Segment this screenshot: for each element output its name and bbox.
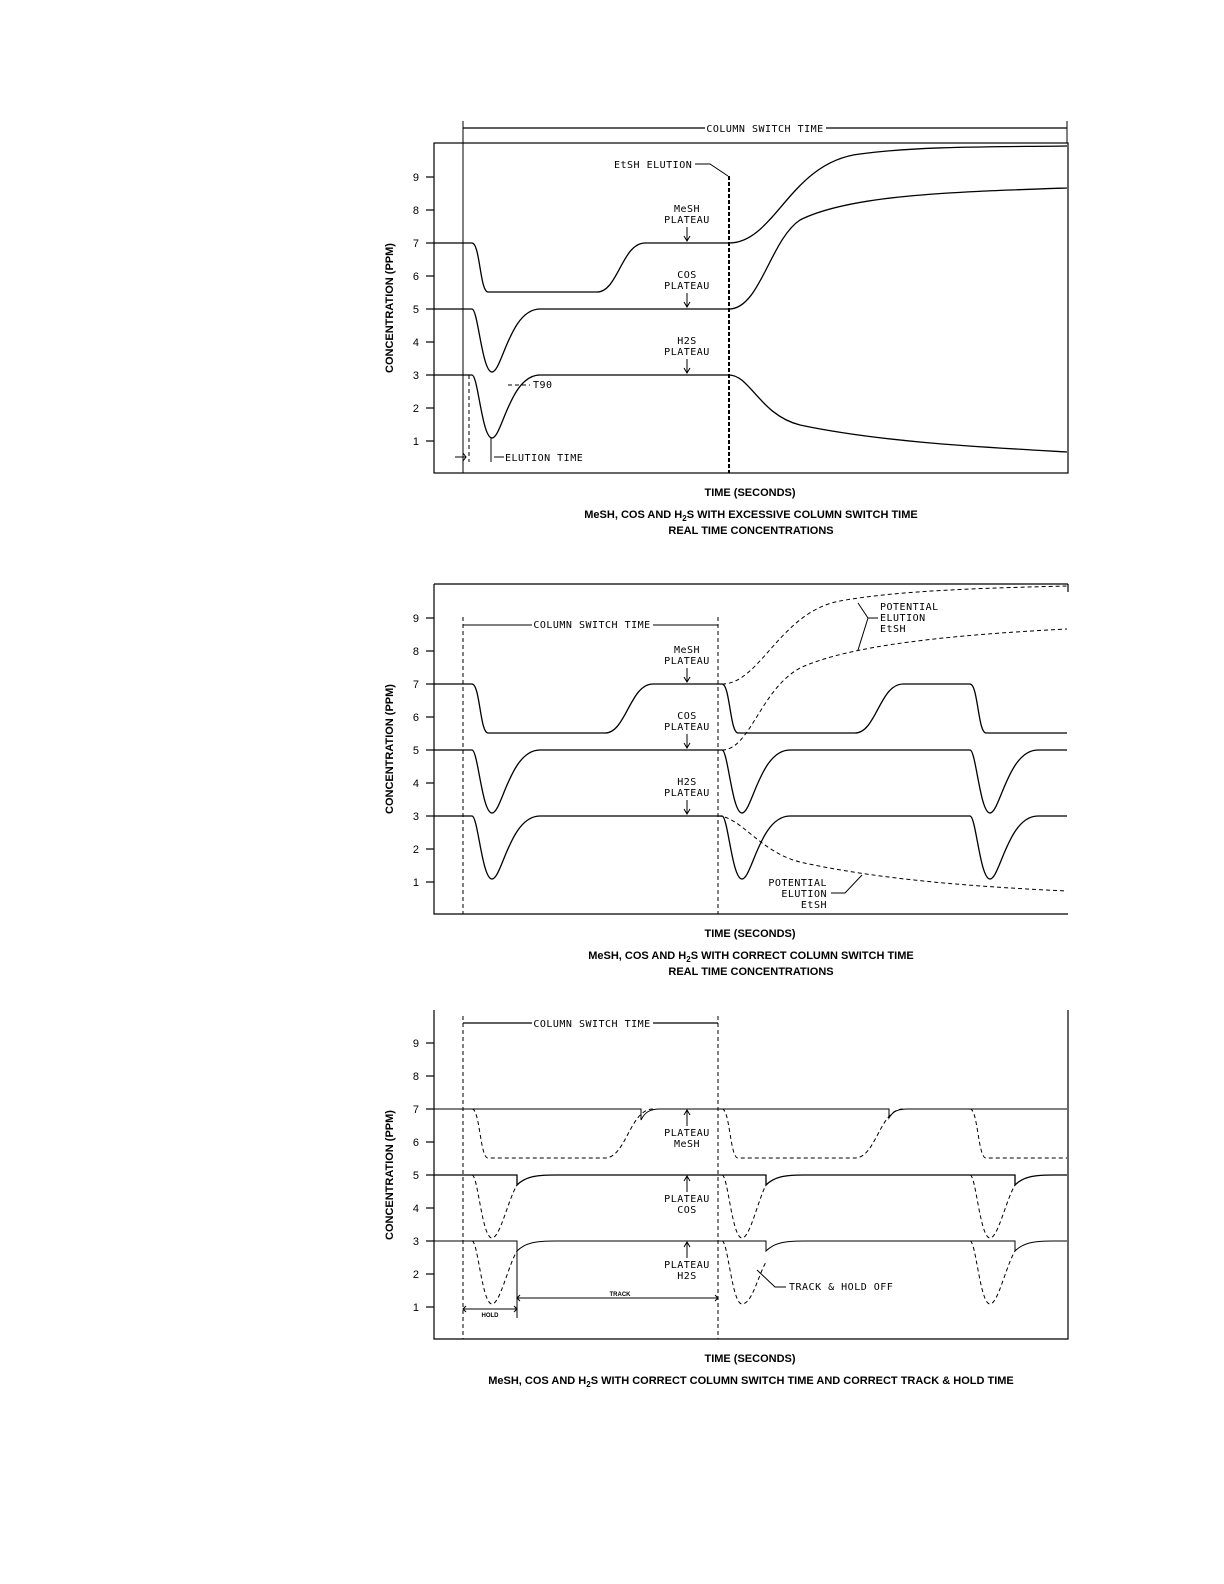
panel-3-mesh-realtime (472, 1109, 1067, 1158)
panel-1-ytick-label: 8 (412, 205, 419, 217)
panel-3-cos-plateau-l2: COS (677, 1205, 697, 1216)
panel-1-ytick-label: 5 (412, 304, 419, 316)
panel-1-cos-plateau-l1: COS (677, 270, 697, 281)
panel-1-h2s-curve (434, 375, 1067, 452)
panel-1-mesh-curve (434, 146, 1067, 292)
panel-1-ylabel: CONCENTRATION (PPM) (384, 243, 396, 373)
panel-3-h2s-plateau-l2: H2S (677, 1271, 697, 1282)
panel-3-h2s-plateau-l1: PLATEAU (664, 1260, 710, 1271)
panel-2-potential-bottom-l1: POTENTIAL (768, 878, 827, 889)
panel-1-ytick-label: 9 (412, 172, 419, 184)
panel-1-ytick-label: 4 (412, 337, 419, 349)
panel-3-yticks (413, 1038, 434, 1314)
panel-3-track-label: TRACK (609, 1292, 631, 1298)
panel-2-ytick-label: 2 (412, 844, 419, 856)
panel-1-cos-curve (434, 188, 1067, 372)
panel-2-potential-etsh-top-b (722, 629, 1067, 750)
panel-1-yticks (413, 172, 434, 448)
panel-1-elution-time-label: ELUTION TIME (505, 453, 584, 464)
panel-3-ytick-label: 1 (412, 1302, 419, 1314)
panel-2-ytick-label: 4 (412, 778, 419, 790)
panel-2-h2s-curve (434, 816, 1067, 879)
panel-2-ytick-label: 7 (412, 679, 419, 691)
panel-1-etsh-elution-label: EtSH ELUTION (614, 160, 693, 171)
panel-1-caption: MeSH, COS AND $H_2S$ WITH EXCESSIVE COLUMN SWITCH TIME (584, 509, 918, 523)
panel-2-ytick-label: 6 (412, 712, 419, 724)
panel-3-ytick-label: 9 (412, 1038, 419, 1050)
panel-3-ytick-label: 2 (412, 1269, 419, 1281)
panel-3-mesh-plateau-l2: MeSH (673, 1139, 701, 1150)
panel-3-ytick-label: 7 (412, 1104, 419, 1116)
panel-3-ytick-label: 5 (412, 1170, 419, 1182)
panel-1-h2s-plateau-l2: PLATEAU (664, 347, 710, 358)
panel-2-yticks (413, 613, 434, 889)
panel-1-frame (434, 143, 1068, 473)
panel-2-caption: MeSH, COS AND $H_2S$ WITH CORRECT COLUMN SWITCH TIME (588, 950, 914, 964)
panel-3-ytick-label: 3 (412, 1236, 419, 1248)
panel-3-cos-realtime (472, 1175, 1015, 1238)
panel-3-caption: MeSH, COS AND $H_2S$ WITH CORRECT COLUMN SWITCH TIME AND CORRECT TRACK & HOLD TIME (488, 1375, 1014, 1389)
panel-2-column-switch-label: COLUMN SWITCH TIME (533, 620, 651, 631)
panel-2-ytick-label: 5 (412, 745, 419, 757)
panel-2-ytick-label: 1 (412, 877, 419, 889)
panel-2-potential-bottom-l2: ELUTION (781, 889, 827, 900)
panel-2 (384, 584, 1068, 978)
panel-3-column-switch-label: COLUMN SWITCH TIME (533, 1019, 651, 1030)
panel-2-potential-top-l3: EtSH (880, 624, 907, 635)
panel-2-mesh-plateau-l2: PLATEAU (664, 656, 710, 667)
panel-2-potential-bottom-l3: EtSH (800, 900, 827, 911)
panel-1-caption-2: REAL TIME CONCENTRATIONS (668, 525, 834, 537)
panel-1-cos-plateau-l2: PLATEAU (664, 281, 710, 292)
panel-3-xlabel: TIME (SECONDS) (704, 1353, 796, 1365)
panel-1-ytick-label: 6 (412, 271, 419, 283)
panel-1-column-switch-label: COLUMN SWITCH TIME (706, 124, 824, 135)
panel-2-mesh-curve (434, 684, 1067, 733)
panel-2-ytick-label: 8 (412, 646, 419, 658)
panel-2-caption-2: REAL TIME CONCENTRATIONS (668, 966, 834, 978)
panel-1-ytick-label: 3 (412, 370, 419, 382)
panel-2-ytick-label: 3 (412, 811, 419, 823)
panel-2-cos-curve (434, 750, 1067, 813)
panel-1-mesh-plateau-l2: PLATEAU (664, 215, 710, 226)
panel-1-mesh-plateau-l1: MeSH (673, 204, 701, 215)
panel-3-mesh-plateau-l1: PLATEAU (664, 1128, 710, 1139)
panel-2-h2s-plateau-l1: H2S (677, 777, 697, 788)
panel-3-ytick-label: 4 (412, 1203, 419, 1215)
panel-3-track-hold-off-label: TRACK & HOLD OFF (789, 1282, 894, 1293)
panel-2-xlabel: TIME (SECONDS) (704, 928, 796, 940)
panel-1-h2s-plateau-l1: H2S (677, 336, 697, 347)
panel-2-potential-top-l1: POTENTIAL (880, 602, 939, 613)
panel-2-mesh-plateau-l1: MeSH (673, 645, 701, 656)
panel-1-ytick-label: 7 (412, 238, 419, 250)
panel-3 (384, 1010, 1068, 1389)
panel-3-cos-plateau-l1: PLATEAU (664, 1194, 710, 1205)
panel-1-xlabel: TIME (SECONDS) (704, 487, 796, 499)
panel-1-t90-label: T90 (533, 380, 553, 391)
panel-2-ylabel: CONCENTRATION (PPM) (384, 684, 396, 814)
panel-2-h2s-plateau-l2: PLATEAU (664, 788, 710, 799)
panel-3-ylabel: CONCENTRATION (PPM) (384, 1110, 396, 1240)
panel-2-potential-etsh-top-a (722, 586, 1067, 684)
panel-2-ytick-label: 9 (412, 613, 419, 625)
panel-3-hold-label: HOLD (481, 1313, 499, 1319)
panel-1-ytick-label: 2 (412, 403, 419, 415)
panel-3-h2s-realtime (472, 1241, 1015, 1304)
panel-2-cos-plateau-l2: PLATEAU (664, 722, 710, 733)
panel-1 (384, 121, 1068, 537)
panel-1-ytick-label: 1 (412, 436, 419, 448)
panel-3-ytick-label: 6 (412, 1137, 419, 1149)
panel-2-potential-top-l2: ELUTION (880, 613, 926, 624)
panel-3-ytick-label: 8 (412, 1071, 419, 1083)
panel-2-cos-plateau-l1: COS (677, 711, 697, 722)
